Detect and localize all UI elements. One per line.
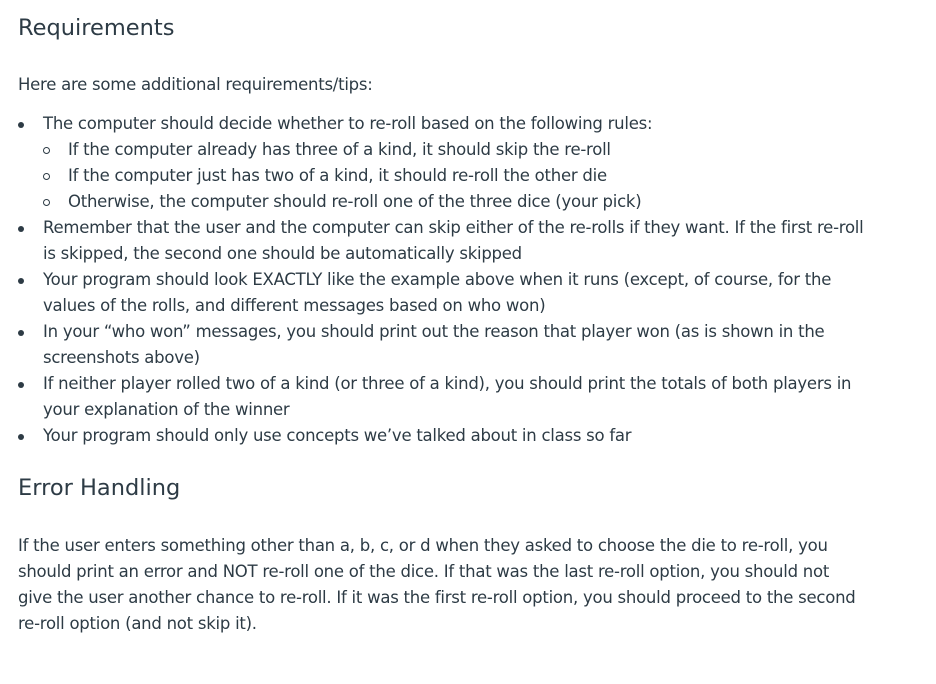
rules-sublist (43, 137, 868, 215)
list-item-text: The computer should decide whether to re-roll based on the following rules: (43, 114, 653, 133)
sub-list-item: If the computer just has two of a kind, it should re-roll the other die (43, 163, 868, 189)
list-item: If neither player rolled two of a kind (or three of a kind), you should print the totals of both players in your explanation of the winner (18, 371, 868, 423)
list-item: Remember that the user and the computer can skip either of the re-rolls if they want. If the first re-roll is skipped, the second one should be automatically skipped (18, 215, 868, 267)
list-item (18, 111, 868, 215)
error-handling-heading: Error Handling (18, 475, 181, 501)
list-item: Your program should only use concepts we’ve talked about in class so far (18, 423, 868, 449)
list-item: In your “who won” messages, you should print out the reason that player won (as is shown in the screenshots above) (18, 319, 868, 371)
requirements-heading: Requirements (18, 15, 175, 41)
error-handling-paragraph: If the user enters something other than a, b, c, or d when they asked to choose the die to re-roll, you should print an error and NOT re-roll one of the dice. If that was the last re-roll option, you should not give the user another chance to re-roll. If it was the first re-roll option, you should proceed to the second re-roll option (and not skip it). (18, 536, 856, 633)
requirements-intro: Here are some additional requirements/tips: (18, 75, 373, 94)
list-item: Your program should look EXACTLY like the example above when it runs (except, of course, for the values of the rolls, and different messages based on who won) (18, 267, 868, 319)
sub-list-item: If the computer already has three of a kind, it should skip the re-roll (43, 137, 868, 163)
requirements-list (18, 111, 868, 449)
sub-list-item: Otherwise, the computer should re-roll one of the three dice (your pick) (43, 189, 868, 215)
